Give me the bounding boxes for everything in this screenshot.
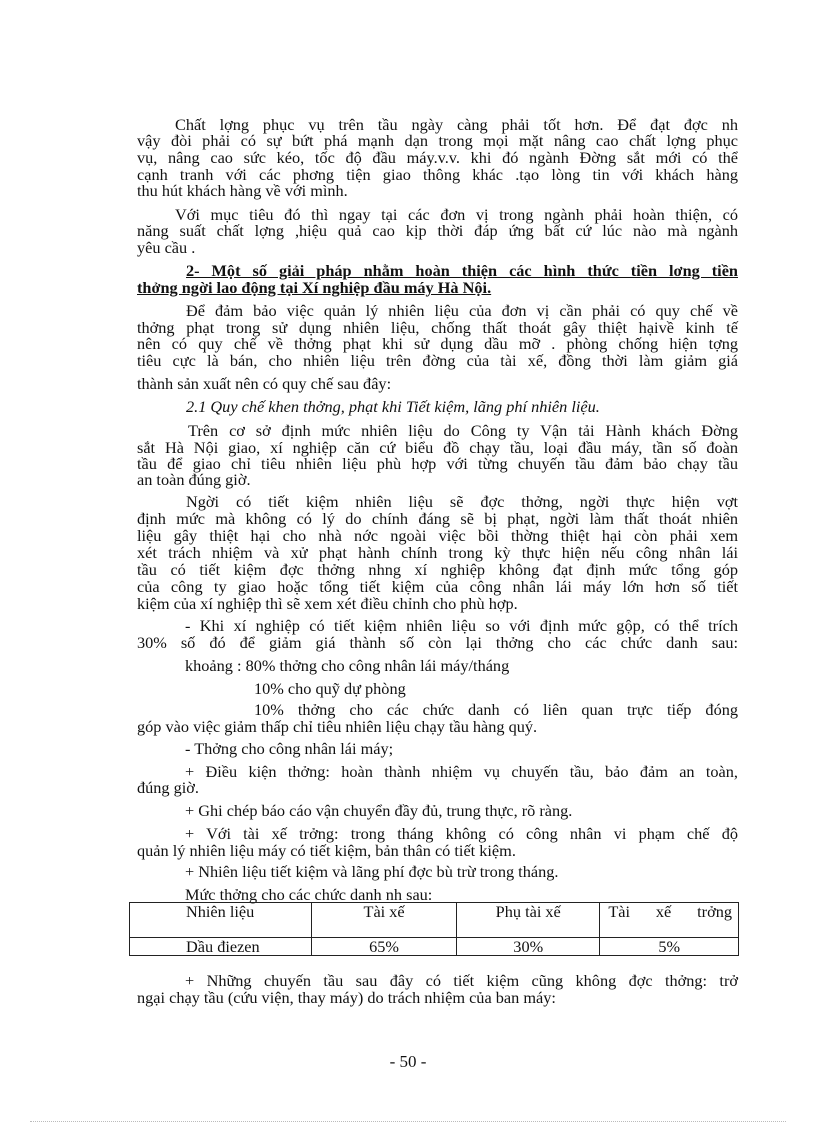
body-text-line: Để đảm bảo việc quản lý nhiên liệu của đơn vị cần phải có quy chế về: [186, 301, 738, 320]
body-text-line: an toàn đúng giờ.: [137, 470, 251, 489]
body-text-line: - Thởng cho công nhân lái máy;: [185, 739, 394, 758]
body-text-line: góp vào việc giảm thấp chỉ tiêu nhiên liệu chạy tầu hàng quý.: [137, 717, 538, 736]
body-text-line: khoảng : 80% thởng cho công nhân lái máy/tháng: [185, 656, 510, 675]
body-text-line: vụ, nâng cao sức kéo, tốc độ đầu máy.v.v. khi đó ngành Đờng sắt mới có thể: [137, 148, 738, 167]
body-text-line: đúng giờ.: [137, 778, 199, 797]
table-cell: 5%: [600, 938, 739, 956]
table-cell: Dầu điezen: [130, 938, 312, 956]
body-text-line: Chất lợng phục vụ trên tầu ngày càng phải tốt hơn. Để đạt đợc nh: [175, 115, 738, 134]
body-text-line: kiệm của xí nghiệp thì sẽ xem xét điều chỉnh cho phù hợp.: [137, 594, 518, 613]
body-text-line: + Những chuyến tầu sau đây có tiết kiệm cũng không đợc thởng: trở: [185, 971, 738, 990]
table-cell: 30%: [457, 938, 600, 956]
body-text-line: + Điều kiện thởng: hoàn thành nhiệm vụ chuyến tầu, bảo đảm an toàn,: [185, 762, 738, 781]
table-cell: Tài xế: [312, 903, 457, 938]
table-cell: Tài xế trởng: [600, 903, 739, 938]
body-text-line: Mức thởng cho các chức danh nh sau:: [185, 885, 433, 904]
body-text-line: liệu gây thiệt hại cho nhà nớc ngoài việc bồi thờng thiệt hại còn phải xem: [137, 526, 738, 545]
body-text-line: Với mục tiêu đó thì ngay tại các đơn vị trong ngành phải hoàn thiện, có: [175, 205, 738, 224]
body-text-line: Trên cơ sở định mức nhiên liệu do Công ty Vận tải Hành khách Đờng: [188, 421, 738, 440]
body-text-line: yêu cầu .: [137, 238, 196, 257]
body-text-line: + Nhiên liệu tiết kiệm và lãng phí đợc bù trừ trong tháng.: [185, 862, 559, 881]
body-text-line: tiêu cực là bán, cho nhiên liệu trên đờng của tài xế, đồng thời làm giảm giá: [137, 351, 738, 370]
table-cell: Nhiên liệu: [130, 903, 312, 938]
table-row: [130, 938, 739, 956]
page-bottom-divider: [30, 1121, 786, 1122]
section-heading: 2- Một số giải pháp nhằm hoàn thiện các hình thức tiền lơng tiền: [186, 261, 738, 280]
table-header-row: [130, 903, 739, 938]
body-text-line: nên có quy chế về thởng phạt khi sử dụng dầu mỡ . phòng chống hiện tợng: [137, 334, 738, 353]
body-text-line: vậy đòi phải có sự bứt phá mạnh dạn trong mọi mặt nâng cao chất lợng phục: [137, 131, 738, 150]
body-text-line: sắt Hà Nội giao, xí nghiệp căn cứ biểu đồ chạy tầu, loại đầu máy, tần số đoàn: [137, 438, 738, 457]
body-text-line: thu hút khách hàng về với mình.: [137, 181, 348, 200]
body-text-line: cạnh tranh với các phơng tiện giao thông khác .tạo lòng tin với khách hàng: [137, 165, 738, 184]
body-text-line: 10% cho quỹ dự phòng: [254, 679, 406, 698]
subsection-heading: 2.1 Quy chế khen thởng, phạt khi Tiết kiệm, lãng phí nhiên liệu.: [186, 397, 600, 416]
body-text-line: 10% thởng cho các chức danh có liên quan trực tiếp đóng: [254, 700, 738, 719]
page-number: - 50 -: [389, 1052, 427, 1071]
body-text-line: ngại chạy tầu (cứu viện, thay máy) do trách nhiệm của ban máy:: [137, 988, 556, 1007]
body-text-line: + Với tài xế trởng: trong tháng không có công nhân vi phạm chế độ: [185, 824, 738, 843]
body-text-line: của công ty giao hoặc tổng tiết kiệm của công nhân lái máy lớn hơn số tiết: [137, 577, 738, 596]
table-cell: 65%: [312, 938, 457, 956]
body-text-line: tầu có tiết kiệm đợc thởng nhng xí nghiệp không đạt định mức tổng góp: [137, 560, 738, 579]
body-text-line: Ngời có tiết kiệm nhiên liệu sẽ đợc thởng, ngời thực hiện vợt: [186, 492, 738, 511]
body-text-line: thởng phạt trong sử dụng nhiên liệu, chống thất thoát gây thiệt hạivề kinh tế: [137, 318, 738, 337]
section-heading: thởng ngời lao động tại Xí nghiệp đầu máy Hà Nội.: [137, 278, 492, 297]
body-text-line: xét trách nhiệm và xử phạt hành chính trong kỳ thực hiện nếu công nhân lái: [137, 543, 738, 562]
body-text-line: định mức mà không có lý do chính đáng sẽ bị phạt, ngời làm thất thoát nhiên: [137, 509, 738, 528]
body-text-line: - Khi xí nghiệp có tiết kiệm nhiên liệu so với định mức gộp, có thể trích: [185, 616, 738, 635]
table-cell: Phụ tài xế: [457, 903, 600, 938]
body-text-line: tầu để giao chỉ tiêu nhiên liệu phù hợp với từng chuyến tầu đảm bảo chạy tầu: [137, 454, 738, 473]
body-text-line: + Ghi chép báo cáo vận chuyển đầy đủ, trung thực, rõ ràng.: [185, 801, 573, 820]
body-text-line: thành sản xuất nên có quy chế sau đây:: [137, 374, 392, 393]
body-text-line: 30% số đó để giảm giá thành số còn lại thởng cho các chức danh sau:: [137, 633, 738, 652]
body-text-line: quản lý nhiên liệu máy có tiết kiệm, bản thân có tiết kiệm.: [137, 841, 516, 860]
fuel-bonus-table: [129, 902, 739, 956]
body-text-line: năng suất chất lợng ,hiệu quả cao kịp thời đáp ứng bất cứ lúc nào mà ngành: [137, 221, 738, 240]
